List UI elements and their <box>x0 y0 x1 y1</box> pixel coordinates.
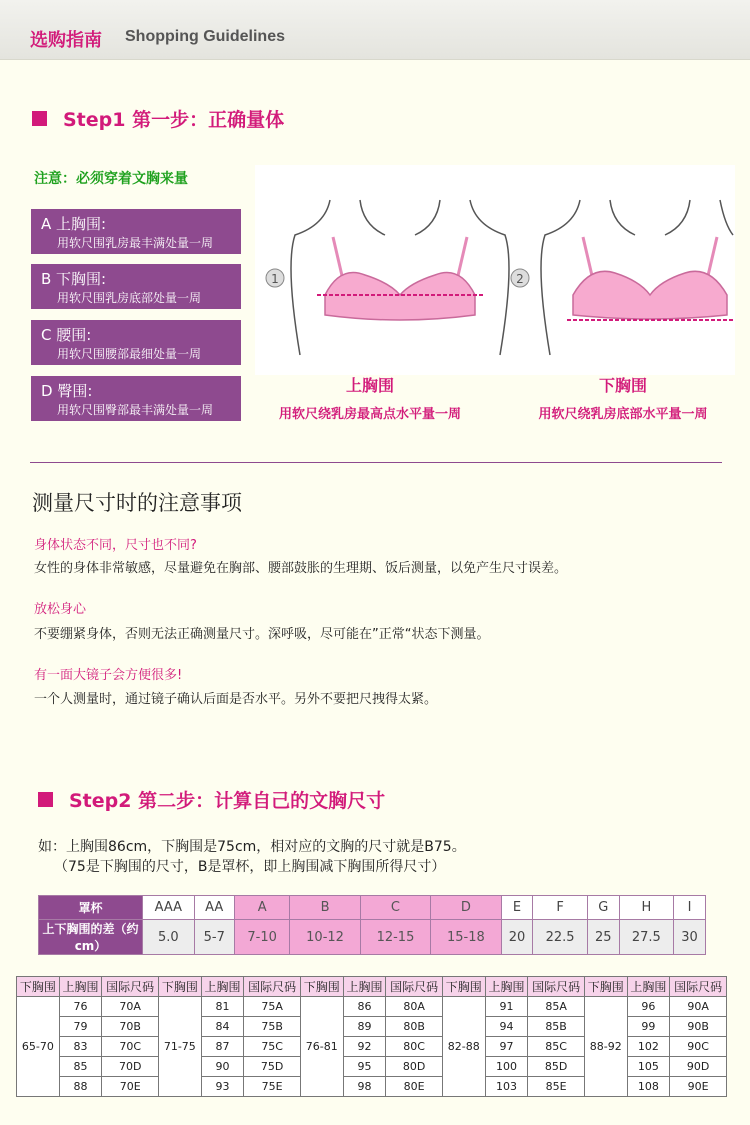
intl-size-cell: 70A <box>102 997 159 1017</box>
cup-cell: H <box>619 896 673 920</box>
diff-cell: 12-15 <box>360 920 430 955</box>
measure-box-d <box>31 376 241 421</box>
step1-title: Step1 第一步：正确量体 <box>63 109 285 131</box>
under-bust-cell: 82-88 <box>442 997 485 1097</box>
cup-cell: F <box>533 896 587 920</box>
size-header-cell: 上胸围 <box>627 977 670 997</box>
intl-size-cell: 85D <box>528 1057 585 1077</box>
upper-bust-cell: 100 <box>485 1057 528 1077</box>
size-header-cell: 下胸围 <box>442 977 485 997</box>
cup-cell: D <box>431 896 501 920</box>
intl-size-cell: 75A <box>244 997 301 1017</box>
size-header-cell: 国际尺码 <box>386 977 443 997</box>
cup-cell: C <box>360 896 430 920</box>
step-number-1: 1 <box>271 272 279 286</box>
under-bust-cell: 76-81 <box>300 997 343 1097</box>
section-divider <box>30 462 722 463</box>
upper-bust-cell: 108 <box>627 1077 670 1097</box>
intl-size-cell: 70D <box>102 1057 159 1077</box>
measure-desc: 用软尺围臀部最丰满处量一周 <box>57 403 214 417</box>
illustration-background <box>255 165 735 375</box>
measure-note: 注意：必须穿着文胸来量 <box>34 171 188 187</box>
upper-bust-cell: 91 <box>485 997 528 1017</box>
intl-size-cell: 80B <box>386 1017 443 1037</box>
size-header-cell: 上胸围 <box>201 977 244 997</box>
intl-size-cell: 85B <box>528 1017 585 1037</box>
measure-title: C 腰围: <box>41 326 92 344</box>
header-title-cn: 选购指南 <box>30 30 102 51</box>
upper-bust-cell: 90 <box>201 1057 244 1077</box>
diff-cell: 7-10 <box>234 920 289 955</box>
intl-size-cell: 85C <box>528 1037 585 1057</box>
upper-bust-cell: 94 <box>485 1017 528 1037</box>
step-number-2: 2 <box>516 272 524 286</box>
upper-bust-cell: 88 <box>59 1077 102 1097</box>
upper-bust-cell: 76 <box>59 997 102 1017</box>
caption-under-bust-title: 下胸围 <box>598 376 647 395</box>
size-header-cell: 国际尺码 <box>244 977 301 997</box>
intl-size-cell: 90B <box>670 1017 727 1037</box>
cup-label: 罩杯 <box>39 896 143 920</box>
cup-cell: A <box>234 896 289 920</box>
diff-cell: 22.5 <box>533 920 587 955</box>
step2-title: Step2 第二步：计算自己的文胸尺寸 <box>69 790 386 812</box>
size-header-row <box>17 977 727 997</box>
upper-bust-cell: 95 <box>343 1057 386 1077</box>
under-bust-cell: 71-75 <box>158 997 201 1097</box>
cup-cell: E <box>501 896 533 920</box>
diff-row <box>39 920 706 955</box>
size-header-cell: 国际尺码 <box>528 977 585 997</box>
intl-size-cell: 70C <box>102 1037 159 1057</box>
intl-size-cell: 80D <box>386 1057 443 1077</box>
tip-heading: 放松身心 <box>34 602 87 617</box>
size-header-cell: 上胸围 <box>59 977 102 997</box>
diff-cell: 10-12 <box>290 920 360 955</box>
step2-heading <box>38 786 385 813</box>
cup-cell: G <box>587 896 619 920</box>
page-header <box>0 0 750 60</box>
size-header-cell: 下胸围 <box>584 977 627 997</box>
size-header-cell: 下胸围 <box>17 977 60 997</box>
intl-size-cell: 90E <box>670 1077 727 1097</box>
size-header-cell: 上胸围 <box>343 977 386 997</box>
header-title-en: Shopping Guidelines <box>125 28 285 45</box>
intl-size-cell: 80C <box>386 1037 443 1057</box>
upper-bust-cell: 93 <box>201 1077 244 1097</box>
size-chart-table <box>16 976 727 1097</box>
example-line-1: 如：上胸围86cm，下胸围是75cm，相对应的文胸的尺寸就是B75。 <box>38 839 466 855</box>
cup-cell: B <box>290 896 360 920</box>
upper-bust-cell: 87 <box>201 1037 244 1057</box>
tip-body: 一个人测量时，通过镜子确认后面是否水平。另外不要把尺拽得太紧。 <box>34 692 438 707</box>
cup-cell: AA <box>194 896 234 920</box>
upper-bust-cell: 81 <box>201 997 244 1017</box>
upper-bust-cell: 86 <box>343 997 386 1017</box>
measure-title: B 下胸围: <box>41 270 107 288</box>
diff-cell: 25 <box>587 920 619 955</box>
tip-heading: 有一面大镜子会方便很多! <box>34 668 183 683</box>
upper-bust-cell: 84 <box>201 1017 244 1037</box>
intl-size-cell: 90D <box>670 1057 727 1077</box>
measure-desc: 用软尺围腰部最细处量一周 <box>57 347 202 361</box>
measure-title: D 臀围: <box>41 382 93 400</box>
diff-cell: 20 <box>501 920 533 955</box>
caption-upper-bust-title: 上胸围 <box>345 376 394 395</box>
upper-bust-cell: 96 <box>627 997 670 1017</box>
intl-size-cell: 70B <box>102 1017 159 1037</box>
upper-bust-cell: 83 <box>59 1037 102 1057</box>
size-header-cell: 下胸围 <box>158 977 201 997</box>
diff-cell: 30 <box>674 920 706 955</box>
upper-bust-cell: 79 <box>59 1017 102 1037</box>
example-line-2: （75是下胸围的尺寸，B是罩杯，即上胸围减下胸围所得尺寸） <box>54 859 446 875</box>
diff-cell: 5-7 <box>194 920 234 955</box>
step1-square-icon <box>32 111 47 126</box>
bra-measurement-illustration <box>255 165 735 375</box>
measure-title: A 上胸围: <box>41 215 107 233</box>
measure-box-c <box>31 320 241 365</box>
under-bust-cell: 65-70 <box>17 997 60 1097</box>
intl-size-cell: 75E <box>244 1077 301 1097</box>
upper-bust-cell: 99 <box>627 1017 670 1037</box>
table-row <box>17 997 727 1017</box>
diff-cell: 27.5 <box>619 920 673 955</box>
diff-cell: 15-18 <box>431 920 501 955</box>
upper-bust-cell: 97 <box>485 1037 528 1057</box>
intl-size-cell: 80A <box>386 997 443 1017</box>
intl-size-cell: 85E <box>528 1077 585 1097</box>
intl-size-cell: 90C <box>670 1037 727 1057</box>
upper-bust-cell: 98 <box>343 1077 386 1097</box>
diff-label: 上下胸围的差（约cm） <box>39 920 143 955</box>
diff-cell: 5.0 <box>143 920 195 955</box>
caption-under-bust-desc: 用软尺绕乳房底部水平量一周 <box>538 407 708 422</box>
measure-box-a <box>31 209 241 254</box>
intl-size-cell: 75C <box>244 1037 301 1057</box>
upper-bust-cell: 103 <box>485 1077 528 1097</box>
intl-size-cell: 70E <box>102 1077 159 1097</box>
cup-cell: AAA <box>143 896 195 920</box>
intl-size-cell: 80E <box>386 1077 443 1097</box>
cup-row <box>39 896 706 920</box>
size-header-cell: 国际尺码 <box>670 977 727 997</box>
upper-bust-cell: 105 <box>627 1057 670 1077</box>
size-header-cell: 国际尺码 <box>102 977 159 997</box>
intl-size-cell: 90A <box>670 997 727 1017</box>
step1-heading <box>32 105 284 132</box>
intl-size-cell: 75B <box>244 1017 301 1037</box>
upper-bust-cell: 102 <box>627 1037 670 1057</box>
measure-box-b <box>31 264 241 309</box>
upper-bust-cell: 85 <box>59 1057 102 1077</box>
size-header-cell: 上胸围 <box>485 977 528 997</box>
upper-bust-cell: 92 <box>343 1037 386 1057</box>
cup-size-table <box>38 895 706 955</box>
measure-desc: 用软尺围乳房底部处量一周 <box>57 291 202 305</box>
intl-size-cell: 85A <box>528 997 585 1017</box>
measure-desc: 用软尺围乳房最丰满处量一周 <box>57 236 214 250</box>
notes-section-title: 测量尺寸时的注意事项 <box>32 491 242 515</box>
tip-body: 女性的身体非常敏感，尽量避免在胸部、腰部鼓胀的生理期、饭后测量，以免产生尺寸误差。 <box>34 561 568 576</box>
cup-cell: I <box>674 896 706 920</box>
intl-size-cell: 75D <box>244 1057 301 1077</box>
size-header-cell: 下胸围 <box>300 977 343 997</box>
tip-heading: 身体状态不同，尺寸也不同? <box>34 538 197 553</box>
step2-square-icon <box>38 792 53 807</box>
caption-upper-bust-desc: 用软尺绕乳房最高点水平量一周 <box>278 407 461 422</box>
under-bust-cell: 88-92 <box>584 997 627 1097</box>
tip-body: 不要绷紧身体，否则无法正确测量尺寸。深呼吸，尽可能在”正常“状态下测量。 <box>34 627 490 642</box>
upper-bust-cell: 89 <box>343 1017 386 1037</box>
